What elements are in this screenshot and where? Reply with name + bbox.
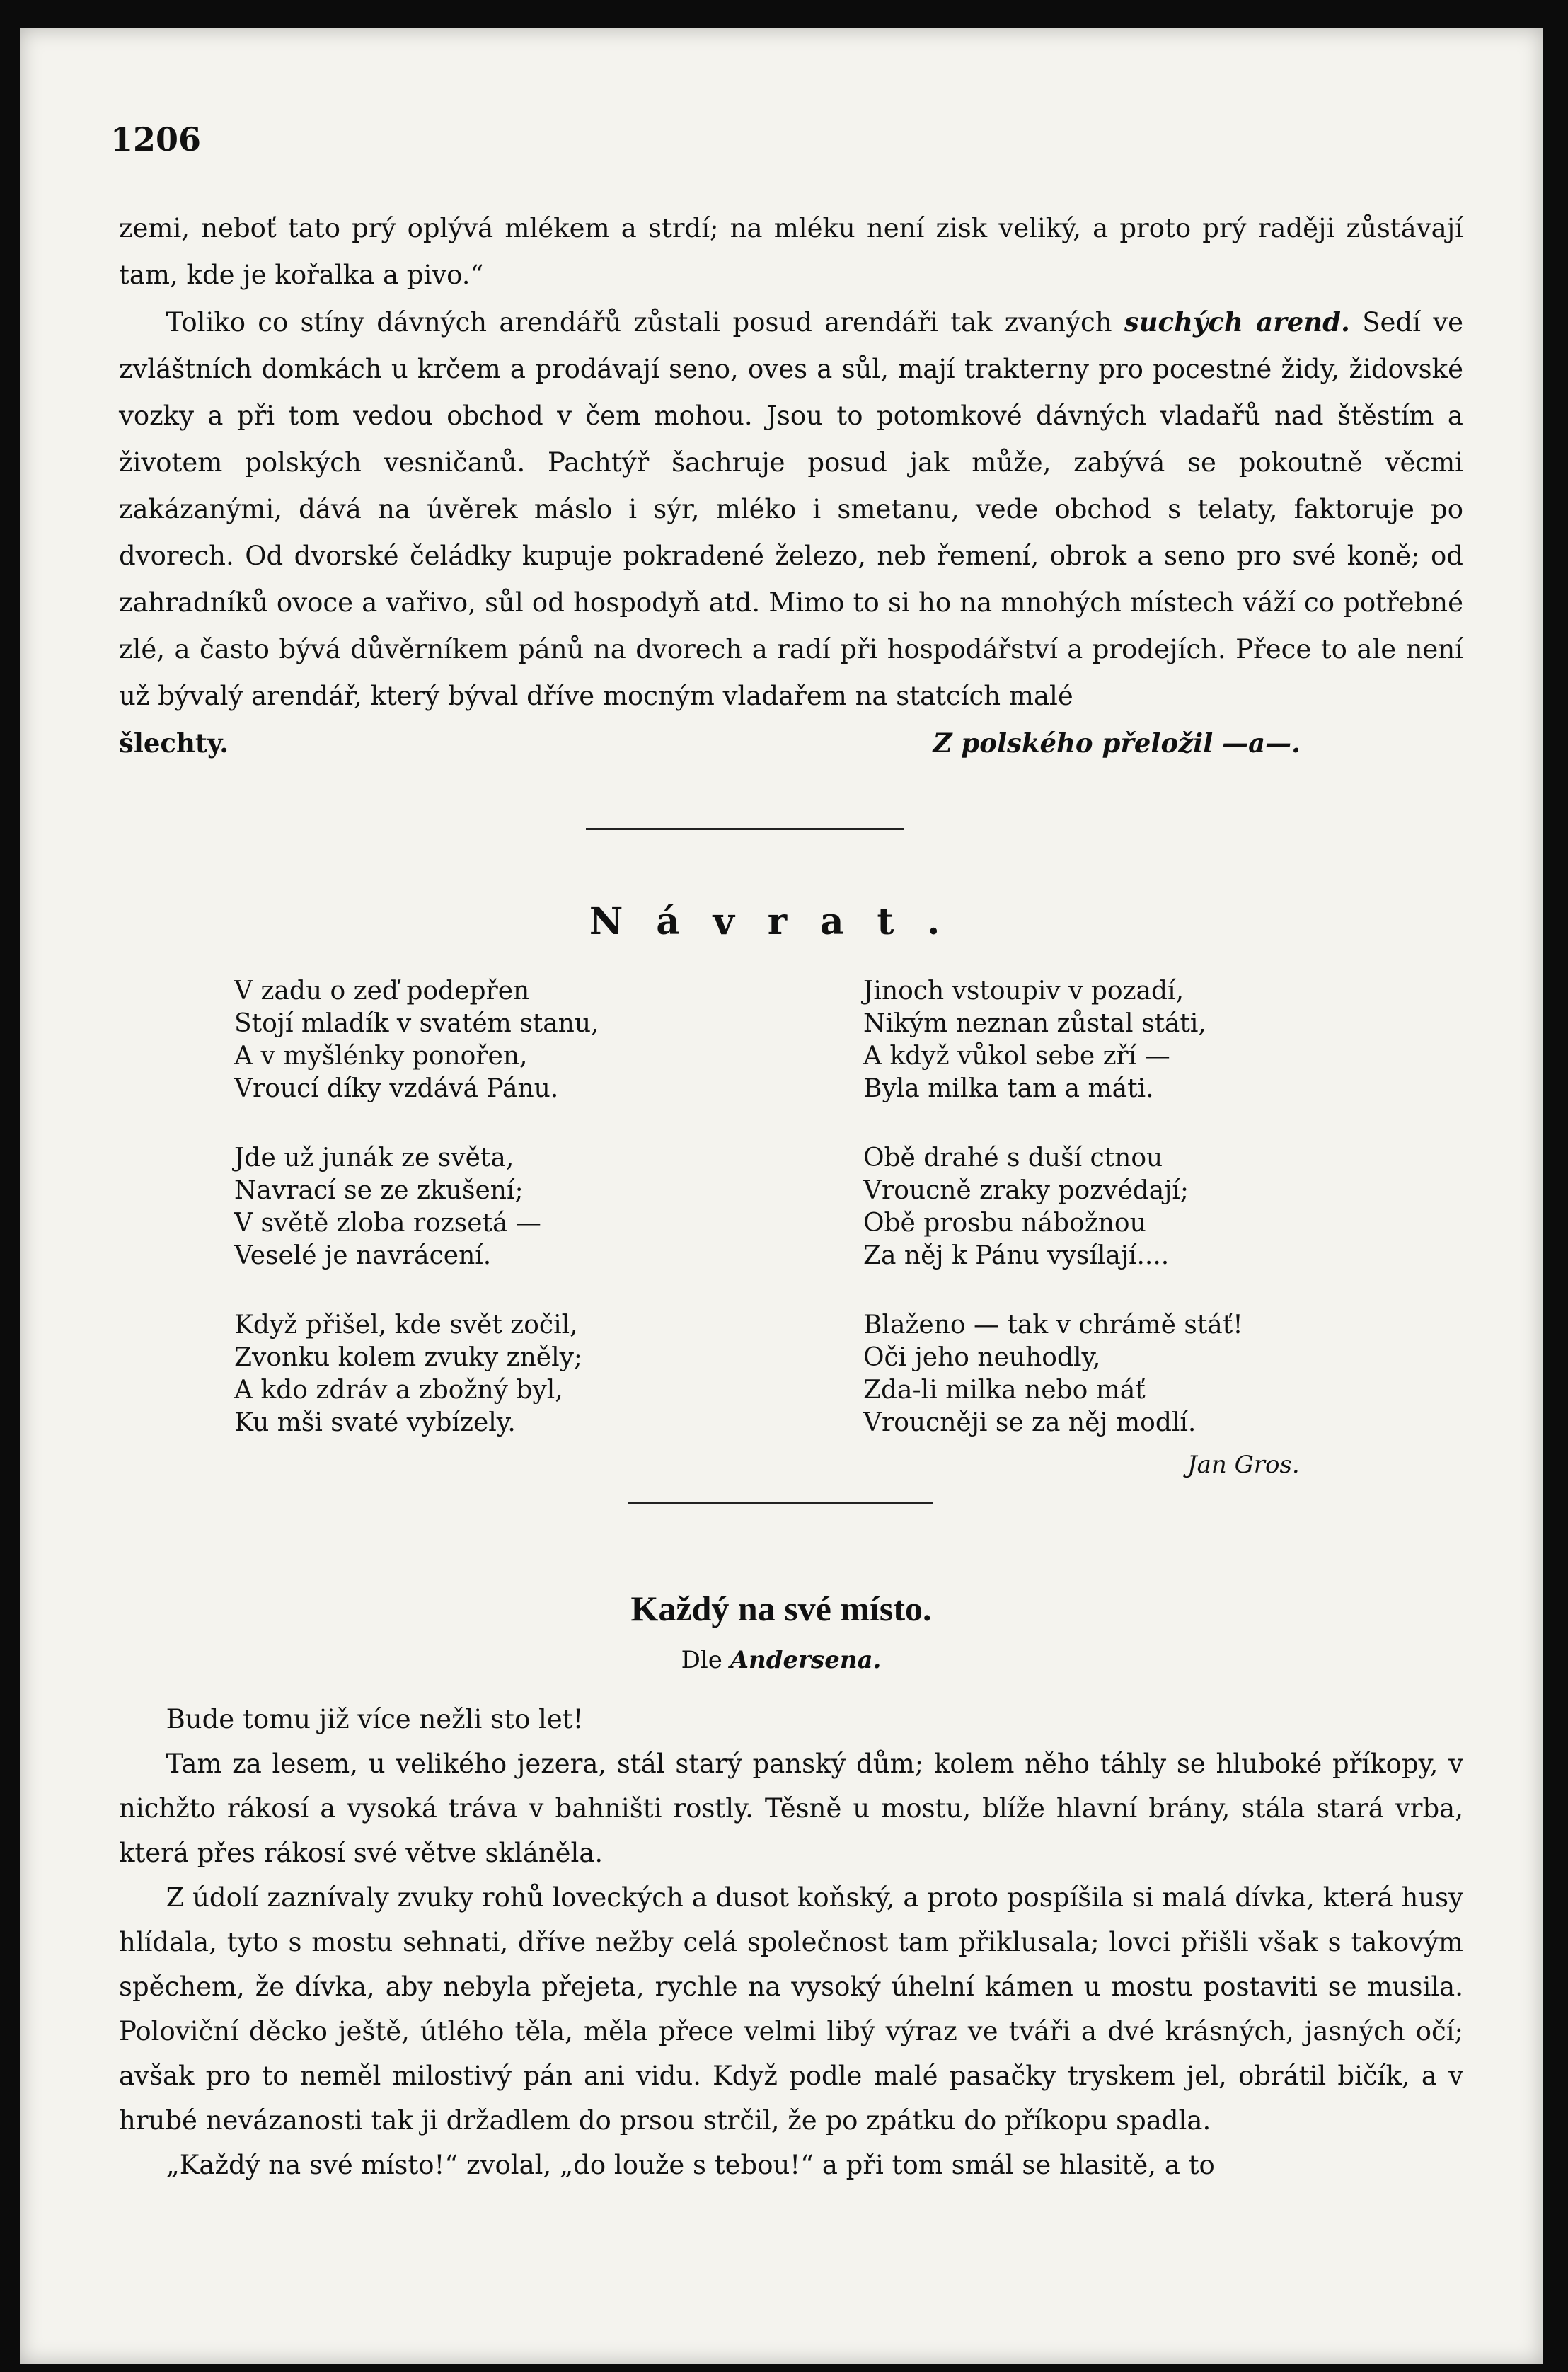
- poem-line: Oči jeho neuhodly,: [863, 1343, 1101, 1372]
- poem-line: Když přišel, kde svět zočil,: [234, 1311, 578, 1340]
- italic-phrase: suchých arend.: [1124, 306, 1350, 338]
- poem-line: Byla milka tam a máti.: [863, 1074, 1154, 1103]
- poem-line: Vroucí díky vzdává Pánu.: [234, 1074, 559, 1103]
- poem-line: Zvonku kolem zvuky zněly;: [234, 1343, 583, 1372]
- paragraph-text: Sedí ve zvláštních domkách u krčem a prodávají seno, oves a sůl, mají trakterny pro pocestné židy, židovské vozky a při tom vedou obchod v čem mohou. Jsou to potomkové dávných vladařů nad štěstím a životem polských vesničanů. Pachtýř šachruje posud jak může, zabývá se pokoutně věcmi zakázanými, dává na úvěrek máslo i sýr, mléko i smetanu, vede obchod s telaty, faktoruje po dvorech. Od dvorské čeládky kupuje pokradené železo, neb řemení, obrok a seno pro své koně; od zahradníků ovoce a vařivo, sůl od hospodyň atd. Mimo to si ho na mnohých místech váží co potřebné zlé, a často bývá důvěrníkem pánů na dvorech a radí při hospodářství a prodejích. Přece to ale není už bývalý arendář, který býval dříve mocným vladařem na statcích malé: [119, 307, 1463, 711]
- section-divider: [586, 828, 904, 830]
- poem-line: Vroucně zraky pozvédají;: [863, 1176, 1189, 1205]
- paragraph: Bude tomu již více nežli sto let!: [166, 1704, 584, 1734]
- poem-line: Veselé je navrácení.: [234, 1241, 492, 1270]
- section-divider: [628, 1502, 933, 1504]
- paragraph: Z údolí zaznívaly zvuky rohů loveckých a dusot koňský, a proto pospíšila si malá dívka, která husy hlídala, tyto s mostu sehnati, dříve nežby celá společnost tam přiklusala; lovci přišli však s takovým spěchem, že dívka, aby nebyla přejeta, rychle na vysoký úhelní kámen u mostu postaviti se musila. Poloviční děcko ještě, útlého těla, měla přece velmi libý výraz ve tváři a dvé krásných, jasných očí; avšak pro to neměl milostivý pán ani vidu. Když podle malé pasačky tryskem jel, obrátil bičík, a v hrubé nevázanosti tak ji držadlem do prsou strčil, že po zpátku do příkopu spadla.: [119, 1882, 1463, 2136]
- poem-line: Stojí mladík v svatém stanu,: [234, 1009, 599, 1038]
- poem-line: A v myšlénky ponořen,: [234, 1042, 528, 1071]
- poem-line: V zadu o zeď podepřen: [234, 977, 530, 1006]
- last-word: šlechty.: [119, 727, 229, 759]
- translator-signoff: Z polského přeložil —a—.: [933, 727, 1301, 759]
- story-body: [119, 1697, 1463, 2187]
- poem-line: A když vůkol sebe zří —: [863, 1042, 1170, 1071]
- poem-stanza: [234, 1309, 582, 1439]
- story-subtitle: [20, 1646, 1543, 1674]
- page-number: 1206: [110, 120, 202, 159]
- poem-stanza: [234, 1142, 541, 1272]
- article-continuation: [119, 205, 1463, 766]
- paragraph-text: Toliko co stíny dávných arendářů zůstali posud arendáři tak zvaných: [166, 307, 1112, 338]
- poem-title: Návrat.: [589, 900, 974, 943]
- poem-line: Zda-li milka nebo máť: [863, 1376, 1146, 1405]
- poem-line: Za něj k Pánu vysílají....: [863, 1241, 1170, 1270]
- poem-line: Ku mši svaté vybízely.: [234, 1408, 516, 1437]
- poem-line: Obě prosbu nábožnou: [863, 1209, 1146, 1238]
- poem-line: Vroucněji se za něj modlí.: [863, 1408, 1197, 1437]
- poem-line: Jde už junák ze světa,: [234, 1144, 514, 1173]
- poem-stanza: [234, 975, 599, 1105]
- poem-line: Jinoch vstoupiv v pozadí,: [863, 977, 1184, 1006]
- poem-line: V světě zloba rozsetá —: [234, 1209, 541, 1238]
- poem-line: Navrací se ze zkušení;: [234, 1176, 524, 1205]
- poem-author: Jan Gros.: [1187, 1451, 1300, 1479]
- poem-stanza: [863, 1142, 1189, 1272]
- poem-line: Nikým neznan zůstal státi,: [863, 1009, 1206, 1038]
- subtitle-source: Andersena.: [730, 1646, 882, 1674]
- paragraph: [119, 299, 1463, 720]
- subtitle-prefix: Dle: [681, 1646, 722, 1674]
- article-signoff-line: [119, 720, 1463, 766]
- paragraph: „Každý na své místo!“ zvolal, „do louže s tebou!“ a při tom smál se hlasitě, a to: [166, 2150, 1215, 2180]
- poem-line: Obě drahé s duší ctnou: [863, 1144, 1163, 1173]
- paragraph: zemi, neboť tato prý oplývá mlékem a strdí; na mléku není zisk veliký, a proto prý raději zůstávají tam, kde je kořalka a pivo.“: [119, 213, 1463, 290]
- poem-line: Blaženo — tak v chrámě stáť!: [863, 1311, 1243, 1340]
- document-page: [20, 28, 1543, 2364]
- story-title: Každý na své místo.: [630, 1589, 932, 1628]
- poem-stanza: [863, 975, 1206, 1105]
- poem-stanza: [863, 1309, 1243, 1439]
- paragraph: Tam za lesem, u velikého jezera, stál starý panský dům; kolem něho táhly se hluboké příkopy, v nichžto rákosí a vysoká tráva v bahništi rostly. Těsně u mostu, blíže hlavní brány, stála stará vrba, která přes rákosí své větve skláněla.: [119, 1749, 1463, 1868]
- poem-line: A kdo zdráv a zbožný byl,: [234, 1376, 563, 1405]
